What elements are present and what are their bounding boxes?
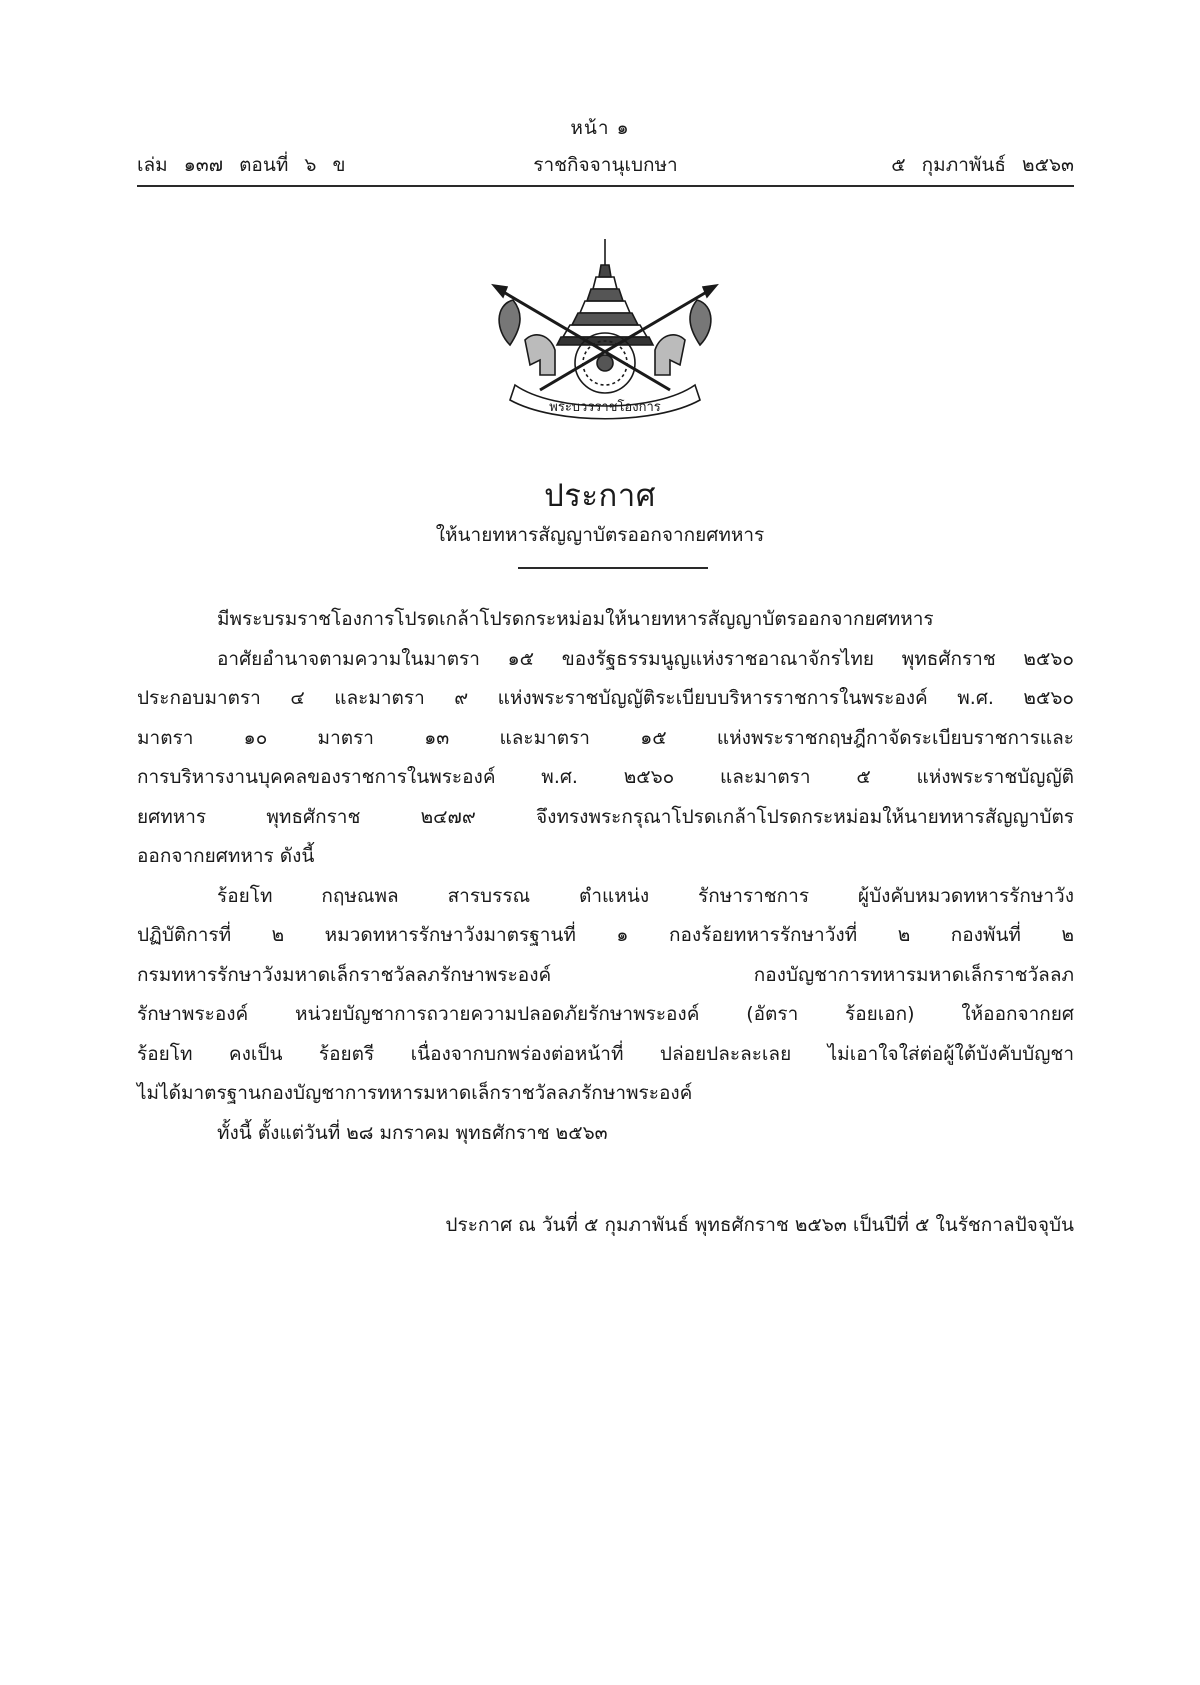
document-body bbox=[137, 600, 1074, 1153]
body-line: ออกจากยศทหาร ดังนี้ bbox=[137, 845, 315, 867]
royal-seal-icon bbox=[485, 235, 725, 420]
body-line: ประกอบมาตรา ๔ และมาตรา ๙ แห่งพระราชบัญญัติระเบียบบริหารราชการในพระองค์ พ.ศ. ๒๕๖๐ bbox=[137, 687, 1074, 709]
document-subtitle: ให้นายทหารสัญญาบัตรออกจากยศทหาร bbox=[435, 524, 765, 546]
publication-date: ๕ กุมภาพันธ์ ๒๕๖๓ bbox=[891, 154, 1074, 176]
svg-text:พระบวรราชโองการ: พระบวรราชโองการ bbox=[549, 400, 661, 415]
gazette-header bbox=[137, 150, 1074, 178]
body-line: อาศัยอำนาจตามความในมาตรา ๑๕ ของรัฐธรรมนูญแห่งราชอาณาจักรไทย พุทธศักราช ๒๕๖๐ bbox=[217, 647, 1074, 670]
body-line: กรมทหารรักษาวังมหาดเล็กราชวัลลภรักษาพระองค์ กองบัญชาการทหารมหาดเล็กราชวัลลภ bbox=[137, 963, 1074, 986]
volume-issue: เล่ม ๑๓๗ ตอนที่ ๖ ข bbox=[137, 154, 346, 176]
body-line: การบริหารงานบุคคลของราชการในพระองค์ พ.ศ. ๒๕๖๐ และมาตรา ๕ แห่งพระราชบัญญัติ bbox=[137, 766, 1074, 788]
header-divider bbox=[137, 185, 1074, 187]
body-line: มีพระบรมราชโองการโปรดเกล้าโปรดกระหม่อมให้นายทหารสัญญาบัตรออกจากยศทหาร bbox=[217, 608, 934, 630]
effective-date-line: ทั้งนี้ ตั้งแต่วันที่ ๒๘ มกราคม พุทธศักราช ๒๕๖๓ bbox=[217, 1121, 608, 1144]
body-line: ไม่ได้มาตรฐานกองบัญชาการทหารมหาดเล็กราชวัลลภรักษาพระองค์ bbox=[137, 1082, 693, 1104]
title-divider bbox=[518, 567, 708, 569]
document-title: ประกาศ bbox=[544, 478, 656, 514]
body-line: ยศทหาร พุทธศักราช ๒๔๗๙ จึงทรงพระกรุณาโปรดเกล้าโปรดกระหม่อมให้นายทหารสัญญาบัตร bbox=[137, 805, 1074, 828]
body-line: ปฏิบัติการที่ ๒ หมวดทหารรักษาวังมาตรฐานที่ ๑ กองร้อยทหารรักษาวังที่ ๒ กองพันที่ ๒ bbox=[137, 924, 1074, 946]
body-line: รักษาพระองค์ หน่วยบัญชาการถวายความปลอดภัยรักษาพระองค์ (อัตรา ร้อยเอก) ให้ออกจากยศ bbox=[137, 1003, 1074, 1025]
body-line: ร้อยโท คงเป็น ร้อยตรี เนื่องจากบกพร่องต่อหน้าที่ ปล่อยปละละเลย ไม่เอาใจใส่ต่อผู้ใต้บังคับบัญชา bbox=[137, 1042, 1074, 1065]
page-number: หน้า ๑ bbox=[570, 117, 630, 139]
body-line: ร้อยโท กฤษณพล สารบรรณ ตำแหน่ง รักษาราชการ ผู้บังคับหมวดทหารรักษาวัง bbox=[217, 884, 1074, 907]
announcement-closing: ประกาศ ณ วันที่ ๕ กุมภาพันธ์ พุทธศักราช ๒๕๖๓ เป็นปีที่ ๕ ในรัชกาลปัจจุบัน bbox=[445, 1214, 1074, 1236]
publication-name: ราชกิจจานุเบกษา bbox=[533, 154, 678, 176]
body-line: มาตรา ๑๐ มาตรา ๑๓ และมาตรา ๑๕ แห่งพระราชกฤษฎีกาจัดระเบียบราชการและ bbox=[137, 726, 1074, 749]
